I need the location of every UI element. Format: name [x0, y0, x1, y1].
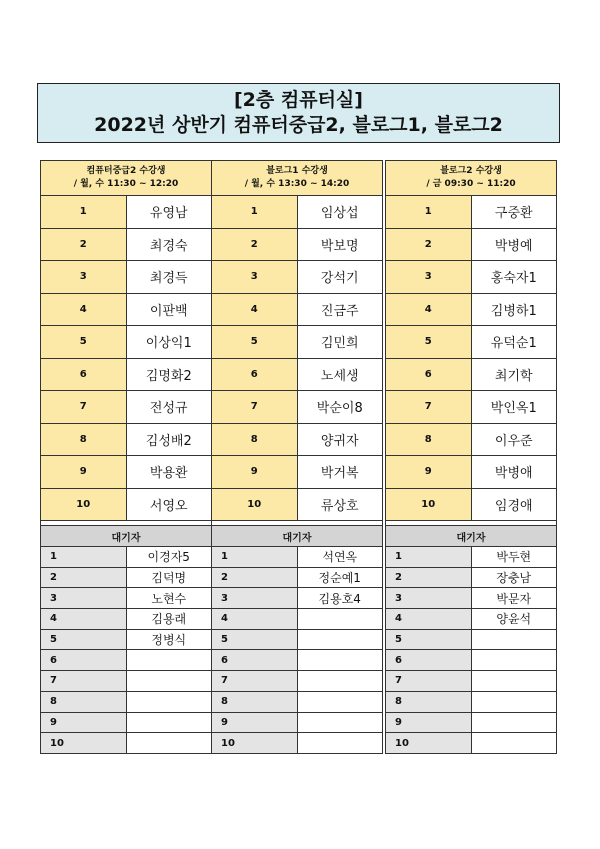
- class-column: [385, 160, 557, 754]
- waitlist-row: [41, 609, 212, 630]
- class-schedule: / 월, 수 11:30 ~ 12:20: [73, 179, 179, 189]
- student-name: 박거복: [297, 456, 383, 489]
- class-table: [211, 160, 383, 754]
- student-name: 임경애: [471, 488, 557, 521]
- waitlist-number: 3: [41, 588, 127, 609]
- waitlist-row: [212, 609, 383, 630]
- waitlist-row: [41, 588, 212, 609]
- waitlist-row: [41, 712, 212, 733]
- student-row: [212, 358, 383, 391]
- student-name: 이상익1: [126, 326, 212, 359]
- student-name: 임상섭: [297, 196, 383, 229]
- waitlist-name: [297, 733, 383, 754]
- student-number: 1: [386, 196, 472, 229]
- waitlist-name: 정병식: [126, 629, 212, 650]
- student-name: 노세생: [297, 358, 383, 391]
- student-number: 4: [212, 293, 298, 326]
- student-name: 박보명: [297, 228, 383, 261]
- student-name: 박인옥1: [471, 391, 557, 424]
- class-title: 블로그2 수강생: [440, 166, 502, 176]
- waitlist-name: 김용호4: [297, 588, 383, 609]
- student-number: 3: [41, 261, 127, 294]
- student-number: 9: [386, 456, 472, 489]
- student-row: [386, 456, 557, 489]
- class-title: 컴퓨터중급2 수강생: [86, 166, 166, 176]
- waitlist-name: 박문자: [471, 588, 557, 609]
- student-row: [386, 326, 557, 359]
- class-header: [41, 161, 212, 196]
- student-row: [212, 261, 383, 294]
- waitlist-name: [297, 712, 383, 733]
- student-name: 김민희: [297, 326, 383, 359]
- waitlist-number: 3: [212, 588, 298, 609]
- student-number: 10: [386, 488, 472, 521]
- class-header: [386, 161, 557, 196]
- student-row: [41, 391, 212, 424]
- student-name: 김명화2: [126, 358, 212, 391]
- waitlist-number: 8: [386, 691, 472, 712]
- waitlist-row: [212, 567, 383, 588]
- waitlist-name: [126, 712, 212, 733]
- waitlist-name: [297, 671, 383, 692]
- class-table: [40, 160, 212, 754]
- waitlist-row: [386, 712, 557, 733]
- student-name: 전성규: [126, 391, 212, 424]
- student-row: [41, 228, 212, 261]
- waitlist-name: 이경자5: [126, 547, 212, 568]
- student-row: [212, 196, 383, 229]
- student-name: 류상호: [297, 488, 383, 521]
- waitlist-row: [41, 547, 212, 568]
- waitlist-number: 1: [41, 547, 127, 568]
- student-row: [386, 196, 557, 229]
- waitlist-number: 8: [41, 691, 127, 712]
- waitlist-name: 노현수: [126, 588, 212, 609]
- student-row: [41, 261, 212, 294]
- waitlist-row: [212, 691, 383, 712]
- waitlist-number: 2: [212, 567, 298, 588]
- student-name: 김병하1: [471, 293, 557, 326]
- student-name: 양귀자: [297, 423, 383, 456]
- student-row: [41, 456, 212, 489]
- student-name: 최경숙: [126, 228, 212, 261]
- student-number: 7: [386, 391, 472, 424]
- waitlist-header: 대기자: [386, 526, 557, 547]
- waitlist-number: 7: [386, 671, 472, 692]
- waitlist-name: 정순예1: [297, 567, 383, 588]
- waitlist-row: [212, 547, 383, 568]
- student-number: 2: [212, 228, 298, 261]
- title-box: [37, 83, 560, 143]
- waitlist-name: 장충남: [471, 567, 557, 588]
- student-name: 유덕순1: [471, 326, 557, 359]
- waitlist-row: [386, 609, 557, 630]
- student-number: 5: [212, 326, 298, 359]
- student-row: [386, 228, 557, 261]
- waitlist-header: 대기자: [41, 526, 212, 547]
- waitlist-row: [212, 712, 383, 733]
- title-course: 2022년 상반기 컴퓨터중급2, 블로그1, 블로그2: [94, 114, 503, 136]
- student-row: [386, 261, 557, 294]
- waitlist-number: 4: [386, 609, 472, 630]
- waitlist-number: 6: [212, 650, 298, 671]
- waitlist-row: [41, 650, 212, 671]
- student-row: [212, 488, 383, 521]
- waitlist-number: 6: [386, 650, 472, 671]
- waitlist-number: 9: [386, 712, 472, 733]
- waitlist-name: [471, 671, 557, 692]
- waitlist-row: [212, 733, 383, 754]
- student-row: [212, 293, 383, 326]
- student-row: [41, 423, 212, 456]
- waitlist-name: 석연옥: [297, 547, 383, 568]
- class-schedule: / 금 09:30 ~ 11:20: [426, 179, 516, 189]
- waitlist-number: 8: [212, 691, 298, 712]
- student-number: 5: [386, 326, 472, 359]
- student-number: 6: [41, 358, 127, 391]
- student-number: 8: [386, 423, 472, 456]
- student-number: 2: [386, 228, 472, 261]
- class-column: [40, 160, 212, 754]
- waitlist-row: [212, 588, 383, 609]
- class-title: 블로그1 수강생: [266, 166, 328, 176]
- waitlist-row: [212, 650, 383, 671]
- student-row: [386, 488, 557, 521]
- student-row: [41, 196, 212, 229]
- student-number: 7: [212, 391, 298, 424]
- student-number: 1: [212, 196, 298, 229]
- student-name: 박병예: [471, 228, 557, 261]
- waitlist-name: [471, 712, 557, 733]
- student-name: 서영오: [126, 488, 212, 521]
- student-name: 최기학: [471, 358, 557, 391]
- waitlist-number: 4: [212, 609, 298, 630]
- title-room: [2층 컴퓨터실]: [234, 89, 363, 111]
- waitlist-name: [126, 733, 212, 754]
- student-number: 3: [386, 261, 472, 294]
- student-name: 유영남: [126, 196, 212, 229]
- waitlist-name: [471, 650, 557, 671]
- waitlist-name: [126, 650, 212, 671]
- student-number: 9: [41, 456, 127, 489]
- waitlist-number: 10: [386, 733, 472, 754]
- student-row: [386, 358, 557, 391]
- waitlist-number: 1: [386, 547, 472, 568]
- waitlist-name: [471, 629, 557, 650]
- waitlist-row: [386, 629, 557, 650]
- student-row: [386, 391, 557, 424]
- waitlist-row: [386, 588, 557, 609]
- student-number: 4: [386, 293, 472, 326]
- waitlist-name: 양윤석: [471, 609, 557, 630]
- waitlist-name: [126, 671, 212, 692]
- waitlist-row: [212, 629, 383, 650]
- student-number: 1: [41, 196, 127, 229]
- student-name: 진금주: [297, 293, 383, 326]
- waitlist-name: [297, 650, 383, 671]
- student-name: 박순이8: [297, 391, 383, 424]
- waitlist-row: [386, 733, 557, 754]
- student-name: 박병애: [471, 456, 557, 489]
- student-number: 2: [41, 228, 127, 261]
- student-number: 3: [212, 261, 298, 294]
- waitlist-number: 5: [41, 629, 127, 650]
- waitlist-name: [297, 609, 383, 630]
- waitlist-row: [41, 567, 212, 588]
- student-number: 10: [212, 488, 298, 521]
- student-row: [386, 423, 557, 456]
- waitlist-name: [471, 733, 557, 754]
- waitlist-name: 김용래: [126, 609, 212, 630]
- class-header: [212, 161, 383, 196]
- waitlist-number: 7: [41, 671, 127, 692]
- waitlist-number: 4: [41, 609, 127, 630]
- student-row: [386, 293, 557, 326]
- waitlist-number: 9: [41, 712, 127, 733]
- student-row: [212, 326, 383, 359]
- waitlist-row: [386, 691, 557, 712]
- student-name: 구중환: [471, 196, 557, 229]
- student-row: [212, 228, 383, 261]
- waitlist-number: 7: [212, 671, 298, 692]
- student-row: [41, 488, 212, 521]
- waitlist-name: [126, 691, 212, 712]
- class-schedule: / 월, 수 13:30 ~ 14:20: [244, 179, 350, 189]
- waitlist-name: [297, 691, 383, 712]
- waitlist-number: 5: [386, 629, 472, 650]
- student-number: 9: [212, 456, 298, 489]
- student-name: 박용환: [126, 456, 212, 489]
- class-column: [211, 160, 383, 754]
- waitlist-row: [386, 547, 557, 568]
- waitlist-number: 5: [212, 629, 298, 650]
- waitlist-row: [41, 671, 212, 692]
- student-number: 6: [386, 358, 472, 391]
- waitlist-number: 6: [41, 650, 127, 671]
- student-row: [41, 358, 212, 391]
- waitlist-name: [297, 629, 383, 650]
- waitlist-row: [386, 650, 557, 671]
- waitlist-row: [386, 567, 557, 588]
- waitlist-number: 9: [212, 712, 298, 733]
- student-row: [41, 326, 212, 359]
- student-number: 10: [41, 488, 127, 521]
- student-number: 5: [41, 326, 127, 359]
- student-name: 최경득: [126, 261, 212, 294]
- waitlist-header: 대기자: [212, 526, 383, 547]
- student-name: 이판백: [126, 293, 212, 326]
- student-number: 7: [41, 391, 127, 424]
- student-number: 4: [41, 293, 127, 326]
- student-row: [41, 293, 212, 326]
- waitlist-number: 10: [41, 733, 127, 754]
- student-number: 6: [212, 358, 298, 391]
- student-number: 8: [41, 423, 127, 456]
- student-row: [212, 456, 383, 489]
- waitlist-number: 10: [212, 733, 298, 754]
- class-table: [385, 160, 557, 754]
- waitlist-row: [41, 733, 212, 754]
- waitlist-row: [212, 671, 383, 692]
- waitlist-name: 김덕명: [126, 567, 212, 588]
- waitlist-number: 1: [212, 547, 298, 568]
- waitlist-number: 2: [41, 567, 127, 588]
- student-name: 이우준: [471, 423, 557, 456]
- waitlist-name: [471, 691, 557, 712]
- student-row: [212, 391, 383, 424]
- waitlist-number: 3: [386, 588, 472, 609]
- student-name: 김성배2: [126, 423, 212, 456]
- student-number: 8: [212, 423, 298, 456]
- waitlist-name: 박두현: [471, 547, 557, 568]
- waitlist-row: [386, 671, 557, 692]
- student-row: [212, 423, 383, 456]
- waitlist-row: [41, 629, 212, 650]
- waitlist-row: [41, 691, 212, 712]
- student-name: 홍숙자1: [471, 261, 557, 294]
- student-name: 강석기: [297, 261, 383, 294]
- waitlist-number: 2: [386, 567, 472, 588]
